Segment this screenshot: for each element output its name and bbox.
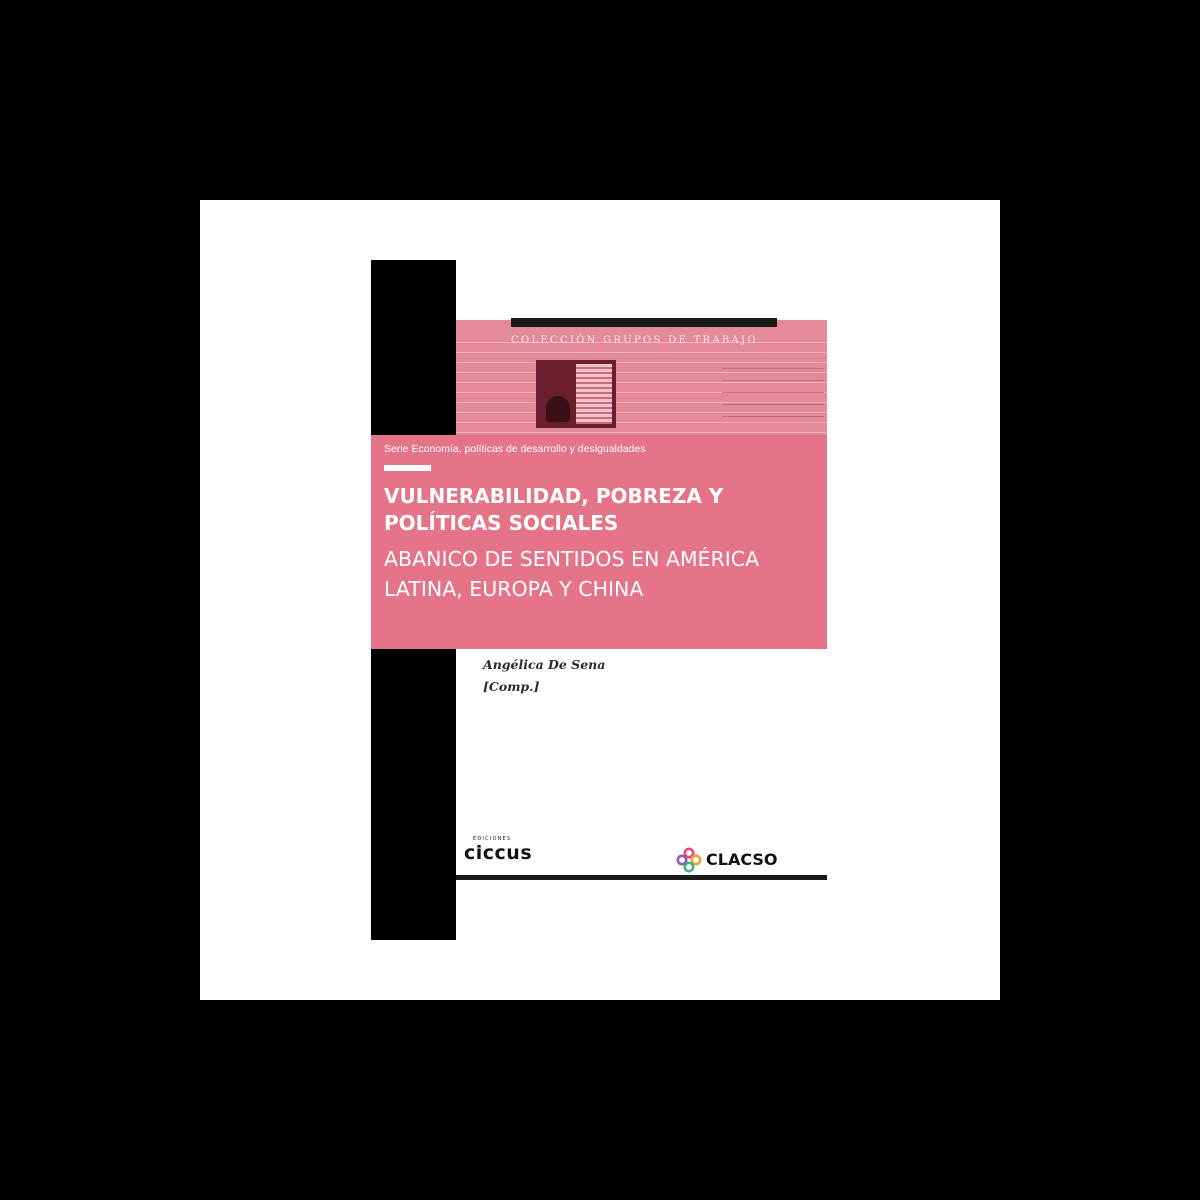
clacso-diamond-icon	[676, 847, 702, 873]
series-rule	[384, 465, 431, 471]
series-label: Serie Economía, políticas de desarrollo y desigualdades	[384, 443, 646, 455]
book-subtitle-line-2: LATINA, EUROPA Y CHINA	[384, 577, 644, 601]
title-panel	[371, 435, 827, 649]
book-title-line-2: POLÍTICAS SOCIALES	[384, 511, 619, 535]
clacso-logo-name: CLACSO	[706, 850, 778, 869]
cover-frame	[200, 200, 1000, 1000]
ciccus-logo	[463, 836, 543, 872]
photo-window-shutter	[576, 364, 612, 424]
book-subtitle	[384, 544, 824, 604]
book-title	[384, 483, 814, 537]
ciccus-logo-name: ciccus	[464, 842, 533, 864]
photo-wall-marks	[722, 362, 824, 422]
clacso-mark-bottom	[685, 863, 693, 871]
clacso-mark-right	[692, 856, 700, 864]
clacso-mark-top	[685, 849, 693, 857]
top-rule	[511, 318, 777, 327]
photo-person	[546, 396, 570, 422]
author-name: Angélica De Sena	[483, 657, 606, 672]
collection-label: COLECCIÓN GRUPOS DE TRABAJO	[511, 335, 758, 346]
book-title-line-1: VULNERABILIDAD, POBREZA Y	[384, 484, 724, 508]
author-role: [Comp.]	[483, 679, 540, 694]
book-subtitle-line-1: ABANICO DE SENTIDOS EN AMÉRICA	[384, 547, 760, 571]
author-block	[483, 654, 605, 698]
clacso-mark-left	[678, 856, 686, 864]
ciccus-logo-prefix: EDICIONES	[473, 836, 512, 842]
bottom-rule	[456, 875, 827, 880]
